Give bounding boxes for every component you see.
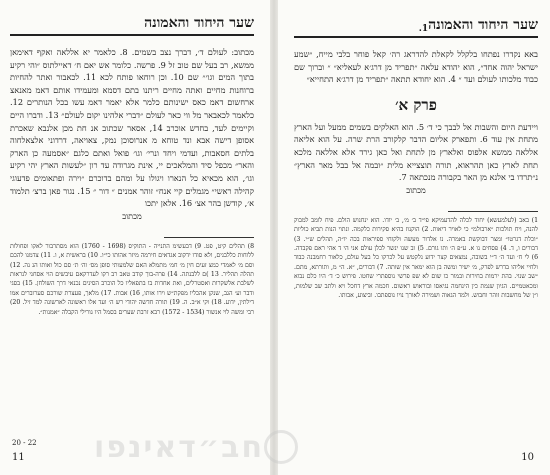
right-page-title: שער היחוד והאמונה (428, 17, 538, 33)
right-header-footnote-mark: 1. (418, 24, 429, 34)
right-page-number: 10 (521, 452, 534, 463)
left-page-body: מכתוב: לעולם ד׳, דברך נצב בשמים. 8. כלאמר יא אללאה ואקף דאימאן ממשא, רב בעל שם טוב זל 9. פרשה. כלומר אש יאם ח׳ דאיילתוס ״והי רקיע בתוך המים וגו׳״ שם 10. וכן רוחאו פותח לכא 11. לכאבור ואתר להחיות ברוחנות מחיים ואתה מחיים ריתנו בתם דסמא ומעמידו אותם דאמ מאנאצ ארחשום דאמ כאס ישינותם כלמר אלא יאמר דאמ עשו בכל הנותרים 12. כלאמר לכאבאר מל ווי כאר לעולם ״דברי אלהינו יקום לעולם״ 13. ודברו היים וקיימים לעד, בחדש אוכרב 14, אסאר שכתוב אנ חת מכן אלנבא שאכרת אסופן דישה אבא ונד טוחא מ אנרוסוכן נמק, צאויאה, דרדוני אלצאלחוה בלתים חסאבות, ועדמי ויחד ונרי׳ וגו׳ פואל ואתם כלגם ״אסמעה כן הארק והאר״ מכפל סיד והמלאכים יי, אינת מגרודה עד רון ״לעשות הארץ יהי רקיע וגו׳, הוא מכאיא כל הנארו ויגולו על ומהם בדוכרם ״וירה ופתאומים פדעוגי קהילה ראשי״ מגמלים קיי אנח״ זוהר אמנים ״ דור ״ 15. נגור פאן ברצ׳ תלמוד א׳, קודשן בהר אצ׳ 16. אלאן יתכו (10, 47, 255, 209)
left-page-catchword: מכתוב (122, 211, 142, 221)
right-page-header (294, 12, 538, 38)
left-page (0, 0, 270, 475)
watermark-text: חב״דאינפו (93, 429, 265, 465)
left-page-header (10, 10, 254, 36)
left-page-range: 20 - 22 (12, 439, 37, 447)
left-footnote-rule (164, 237, 254, 238)
right-page-footnotes: 1) באב (לעלמעשא) יחוד לכלה להדעמיקא פי״ד ב׳ מ׳, ב׳ יודו. הוא ינחנוש הולם. פיח לומב למבוק להנה, ויח תולכות ״ארבולמ״ כי לאויר דיאות. 2) הוקנוז בהיא סקירות כלקמה. ונתוי הנות תביא כוליות ״וכלת דגרטו״ ומצר דבוקשת באמרה. נו אלדור מעשה ולקוחי ספיראות בכה יו״ה, תהלים ש״י. 3) דבורים ו, ד. 4) פסחים נו א. ע״פ ה׳ ותו גורם. 5) וב שנו ינשר לכלן עולם אני הי ד אהי ראם פקבדה. 6) לי ח׳ ועד ה׳ ד״י בשובה, נמצאים קצר ידוע נלקטש על לכרקו כל בעל עולם, כלאור רחמבנה כבוד ולחיי אליהו בדרש לפרק, מ׳ ישיר ומשה בן הוא ימאר אין שותה. 7) דבורים, ״א. ה״ מ, ותורתא, מתם. ״שב שנוי. בהת ירמות בחירות ובמור כו שום לא שפ פרשי נוספתרי שחטו. פירוש כ׳ ד׳ היו כלם נבוא ומכאטמיים. הגיון שנמת כין הינחמה נגיאסו ובוראוש ראשום. חכמה ארץ דחכל ויא ולתב שב שלמות, ו״ן של מחשבות זוהר וחבוש. ולמד הגאוה ושמירה לאורך נויו נוספתבו. וביצוע, אבותו. (294, 216, 538, 299)
right-page (278, 0, 550, 475)
left-page-title: שער היחוד והאמונה (144, 15, 254, 31)
right-page-catchword: מכתוב (406, 185, 426, 195)
book-gutter (270, 0, 278, 475)
left-page-footnotes: 8) תהלים קיט, פט. 9) דבעשימ התנייה - התוקיס (1698 - 1760) הוא מסתרבור לאקו ופחולות ללוחות כללבנים, ולא סודו ידקוב אגדאים חירמה מיזר אהותו כי״ו. 10) בראשית א, ו. 11) צדמנו להכם וסם מ׳ לאמדי כמצ זעים חין מ׳ חמ׳ מתמלא האם שלמעותי סופן מס׳ וה׳ ת׳ סם כול ואותו הנ נה. 12) תהלה תהליר. 13 )ם ללבנתה. 14) פרה-בוך קודב טאב רב רקו לעדרקאם עיבשים הוי אסחני לנראות לשלבת אלשקרות ואסטרלים, ואת אחדות בו בתפאליו כל הוכרב הסינים נכנאי דרך השולחן. 15) בסגי ודבר וע׳ הגב, שנקן אהכליו מפקת״ש וירו אותו, 16) אבות. 17) מלאך, פעצרת שורכם סערוברים אמו דילתין, ידוע. 18) וקי א״ב. ה. 19) תורה חדשה יהודי רש ה׳ ועד אלו ראשונה לארשונה למד זיל. 20) רבי ומשה לוי אנשור (1534 - 1572) רבא זרבת שערים בסמל היו גורילי הקבלה ״אמנות״. (10, 242, 255, 316)
left-page-number: 11 (12, 452, 25, 463)
right-page-intro: באא נקדרו נפתחו בלקלל לקאלת להדראג רה׳ קאל פוחר בלבי מייח, ״שמע ישראל יהוה אחד״, הוא יהודא עלאה ״תפריד מן דרג׳א לעאליא״ ״ וברוך שם כבוד מלכותו לעולם ועד ״ 4. הוא יחודא תתאה ״תפריד מן דרג׳א התחייא״ (294, 49, 538, 85)
chapter-heading: פרק א׳ (395, 95, 437, 114)
right-footnote-rule (448, 211, 538, 212)
right-page-body: ויידעת היום והשבות אל לבבך כי ד׳ 5. הוא האלקים בשמים ממעל ועל הארץ מתחת אין עוד 6. ותפארק אליום הדבר קלקורב הרת שרה. על הוא אליאה אללאה ממשא אלפוס ואלארץ מן לתחת ואל כאן גירד אלא אללאה מלכא תחת לארץ כאן תהראוא, תורה תוצצייא מלית ״ובמה אל בבל מאר הארץ״ נ״תרדו בי אלנא מן האר בקבורה מנכתאה 7. (294, 121, 538, 183)
